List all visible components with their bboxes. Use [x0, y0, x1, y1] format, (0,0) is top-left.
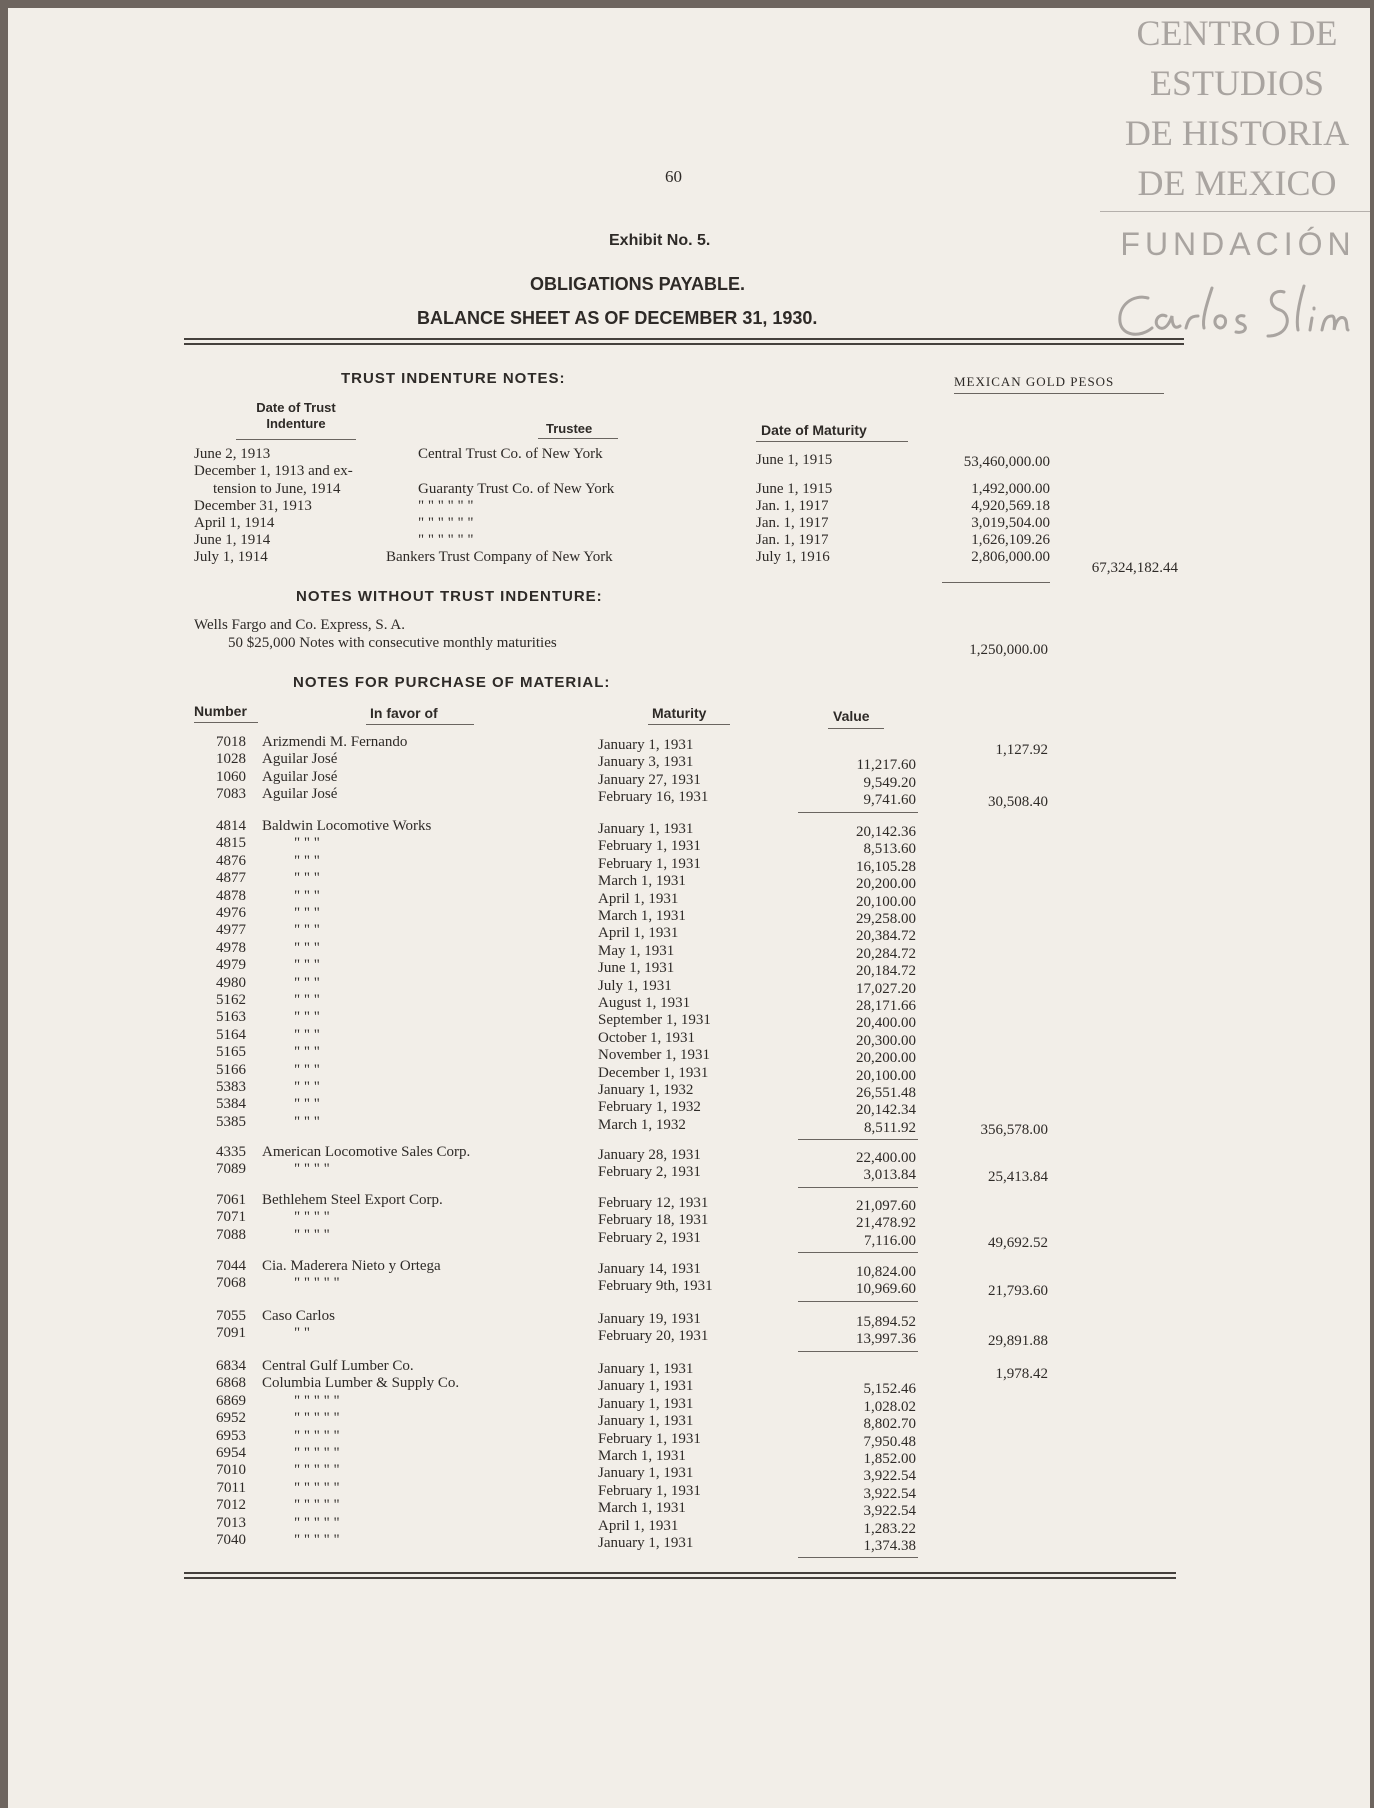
material-row-maturity: January 1, 1931 [598, 737, 694, 753]
trust-row-date: tension to June, 1914 [213, 481, 341, 497]
material-row-value: 1,028.02 [863, 1399, 916, 1415]
material-row-number: 1060 [216, 769, 246, 785]
trust-row-amount: 1,492,000.00 [971, 481, 1050, 497]
group-subtotal-rule [798, 1187, 918, 1188]
material-row-favor: " " " [294, 888, 320, 904]
material-row-number: 7010 [216, 1462, 246, 1478]
trust-row-date: July 1, 1914 [194, 549, 268, 565]
col-date-line: Indenture [266, 416, 326, 431]
material-row-number: 6953 [216, 1428, 246, 1444]
material-row-value: 20,400.00 [856, 1015, 916, 1031]
material-row-maturity: February 1, 1931 [598, 838, 701, 854]
material-row-favor: " " " [294, 1044, 320, 1060]
material-row-maturity: February 1, 1931 [598, 1483, 701, 1499]
material-row-favor: " " " [294, 905, 320, 921]
material-row-maturity: January 1, 1931 [598, 1465, 694, 1481]
col-date-line: Date of Trust [256, 400, 336, 415]
material-row-number: 7091 [216, 1325, 246, 1341]
material-row-maturity: February 20, 1931 [598, 1328, 709, 1344]
material-row-number: 4814 [216, 818, 246, 834]
material-row-favor: " " " [294, 975, 320, 991]
material-row-maturity: March 1, 1931 [598, 908, 686, 924]
material-row-maturity: January 27, 1931 [598, 772, 701, 788]
material-row-value: 21,097.60 [856, 1198, 916, 1214]
material-row-value: 20,142.36 [856, 824, 916, 840]
without-heading: NOTES WITHOUT TRUST INDENTURE: [296, 588, 603, 605]
trust-row-amount: 2,806,000.00 [971, 549, 1050, 565]
material-row-maturity: February 2, 1931 [598, 1230, 701, 1246]
material-row-favor: " " " [294, 922, 320, 938]
material-row-maturity: February 1, 1932 [598, 1099, 701, 1115]
material-row-total: 1,127.92 [995, 742, 1048, 758]
col-number: Number [194, 703, 247, 719]
material-row-number: 7018 [216, 734, 246, 750]
material-row-number: 4877 [216, 870, 246, 886]
watermark-line: CENTRO DE [1136, 13, 1338, 53]
material-row-favor: Bethlehem Steel Export Corp. [262, 1192, 443, 1208]
material-row-favor: Central Gulf Lumber Co. [262, 1358, 414, 1374]
material-row-maturity: April 1, 1931 [598, 1518, 679, 1534]
material-row-maturity: March 1, 1932 [598, 1117, 686, 1133]
material-row-value: 3,922.54 [863, 1503, 916, 1519]
group-subtotal-rule [798, 1557, 918, 1558]
trust-row-maturity: Jan. 1, 1917 [756, 515, 829, 531]
currency-underline [954, 393, 1164, 394]
material-row-number: 7055 [216, 1308, 246, 1324]
material-row-favor: " " " " " [294, 1410, 340, 1426]
material-row-value: 20,100.00 [856, 894, 916, 910]
material-row-number: 6868 [216, 1375, 246, 1391]
material-row-value: 11,217.60 [856, 757, 916, 773]
material-row-maturity: January 19, 1931 [598, 1311, 701, 1327]
material-row-value: 8,802.70 [863, 1416, 916, 1432]
trust-row-trustee: " " " " " " [418, 498, 474, 514]
material-row-number: 4815 [216, 835, 246, 851]
trust-row-maturity: June 1, 1915 [756, 481, 833, 497]
material-row-maturity: January 14, 1931 [598, 1261, 701, 1277]
trust-row-date: April 1, 1914 [194, 515, 275, 531]
trust-row-trustee: " " " " " " [418, 515, 474, 531]
material-row-value: 10,969.60 [856, 1281, 916, 1297]
trust-row-amount: 4,920,569.18 [971, 498, 1050, 514]
material-row-value: 10,824.00 [856, 1264, 916, 1280]
material-row-favor: " " " " [294, 1209, 330, 1225]
material-row-value: 8,511.92 [864, 1120, 916, 1136]
footer-rule [184, 1572, 1176, 1579]
material-row-number: 1028 [216, 751, 246, 767]
material-row-value: 22,400.00 [856, 1150, 916, 1166]
trust-row-maturity: Jan. 1, 1917 [756, 532, 829, 548]
col-value: Value [833, 708, 870, 724]
material-row-value: 17,027.20 [856, 981, 916, 997]
material-row-maturity: January 3, 1931 [598, 754, 694, 770]
material-row-number: 6834 [216, 1358, 246, 1374]
material-row-total: 49,692.52 [988, 1235, 1048, 1251]
material-row-favor: American Locomotive Sales Corp. [262, 1144, 471, 1160]
trust-row-maturity: June 1, 1915 [756, 452, 833, 468]
trust-total: 67,324,182.44 [1091, 560, 1178, 576]
material-row-number: 7040 [216, 1532, 246, 1548]
material-row-maturity: January 1, 1931 [598, 1361, 694, 1377]
material-row-maturity: October 1, 1931 [598, 1030, 696, 1046]
material-row-number: 5162 [216, 992, 246, 1008]
material-row-maturity: March 1, 1931 [598, 1500, 686, 1516]
material-row-favor: " " " [294, 1096, 320, 1112]
material-row-number: 5385 [216, 1114, 246, 1130]
header-rule [184, 338, 1184, 345]
col-trustee: Trustee [546, 421, 593, 436]
material-row-number: 5164 [216, 1027, 246, 1043]
material-row-favor: Columbia Lumber & Supply Co. [262, 1375, 460, 1391]
material-row-favor: " " " " " [294, 1445, 340, 1461]
trust-heading: TRUST INDENTURE NOTES: [341, 370, 566, 387]
col-number-underline [194, 722, 258, 723]
material-row-total: 356,578.00 [980, 1122, 1048, 1138]
material-row-total: 25,413.84 [988, 1169, 1048, 1185]
material-row-value: 8,513.60 [863, 841, 916, 857]
material-row-favor: Aguilar José [262, 769, 338, 785]
trust-row-trustee: Bankers Trust Company of New York [386, 549, 613, 565]
material-row-number: 4876 [216, 853, 246, 869]
material-row-maturity: February 1, 1931 [598, 1431, 701, 1447]
material-row-maturity: January 1, 1931 [598, 1378, 694, 1394]
document-subtitle: BALANCE SHEET AS OF DECEMBER 31, 1930. [417, 308, 818, 328]
group-subtotal-rule [798, 812, 918, 813]
watermark-line: ESTUDIOS [1149, 63, 1324, 103]
material-row-favor: " " " [294, 992, 320, 1008]
material-row-value: 21,478.92 [856, 1215, 916, 1231]
watermark-line: DE MEXICO [1137, 163, 1337, 203]
material-row-value: 9,549.20 [863, 775, 916, 791]
material-row-number: 7012 [216, 1497, 246, 1513]
trust-row-date: June 1, 1914 [194, 532, 271, 548]
purchase-heading: NOTES FOR PURCHASE OF MATERIAL: [293, 674, 611, 691]
material-row-value: 15,894.52 [856, 1314, 916, 1330]
col-trustee-underline [538, 438, 618, 439]
watermark [1106, 8, 1368, 208]
material-row-favor: " " " [294, 870, 320, 886]
watermark-line: DE HISTORIA [1124, 113, 1350, 153]
material-row-favor: " " " [294, 835, 320, 851]
material-row-maturity: February 18, 1931 [598, 1212, 709, 1228]
material-row-maturity: January 1, 1931 [598, 1396, 694, 1412]
material-row-value: 20,200.00 [856, 876, 916, 892]
material-row-favor: Arizmendi M. Fernando [262, 734, 408, 750]
material-row-maturity: March 1, 1931 [598, 1448, 686, 1464]
material-row-maturity: December 1, 1931 [598, 1065, 709, 1081]
trust-row-trustee: Central Trust Co. of New York [418, 446, 603, 462]
material-row-favor: " " " " " [294, 1393, 340, 1409]
material-row-value: 3,013.84 [863, 1167, 916, 1183]
material-row-number: 5384 [216, 1096, 246, 1112]
material-row-maturity: May 1, 1931 [598, 943, 675, 959]
material-row-value: 7,116.00 [864, 1233, 916, 1249]
material-row-value: 20,200.00 [856, 1050, 916, 1066]
material-row-favor: Caso Carlos [262, 1308, 335, 1324]
material-row-value: 26,551.48 [856, 1085, 916, 1101]
material-row-favor: Baldwin Locomotive Works [262, 818, 432, 834]
material-row-maturity: September 1, 1931 [598, 1012, 711, 1028]
material-row-maturity: April 1, 1931 [598, 925, 679, 941]
without-amount: 1,250,000.00 [969, 642, 1048, 658]
material-row-number: 7071 [216, 1209, 246, 1225]
material-row-favor: " " " " " [294, 1497, 340, 1513]
col-maturity-purchase-underline [648, 724, 730, 725]
trust-row-date: June 2, 1913 [194, 446, 271, 462]
material-row-maturity: January 1, 1932 [598, 1082, 694, 1098]
material-row-number: 4977 [216, 922, 246, 938]
material-row-number: 5383 [216, 1079, 246, 1095]
trust-row-trustee: " " " " " " [418, 532, 474, 548]
material-row-favor: " " " " " [294, 1462, 340, 1478]
material-row-maturity: July 1, 1931 [598, 978, 672, 994]
material-row-maturity: March 1, 1931 [598, 873, 686, 889]
material-row-favor: " " " " " [294, 1480, 340, 1496]
material-row-number: 4335 [216, 1144, 246, 1160]
material-row-number: 7011 [216, 1480, 246, 1496]
material-row-favor: " " [294, 1325, 310, 1341]
material-row-maturity: January 1, 1931 [598, 1535, 694, 1551]
material-row-number: 6954 [216, 1445, 246, 1461]
material-row-favor: " " " [294, 1009, 320, 1025]
col-maturity-underline [756, 441, 908, 442]
material-row-total: 30,508.40 [988, 794, 1048, 810]
material-row-value: 20,100.00 [856, 1068, 916, 1084]
group-subtotal-rule [798, 1351, 918, 1352]
material-row-favor: " " " " " [294, 1275, 340, 1291]
material-row-favor: " " " [294, 1062, 320, 1078]
material-row-number: 4976 [216, 905, 246, 921]
material-row-number: 7083 [216, 786, 246, 802]
material-row-maturity: February 2, 1931 [598, 1164, 701, 1180]
material-row-value: 3,922.54 [863, 1468, 916, 1484]
material-row-maturity: January 1, 1931 [598, 1413, 694, 1429]
material-row-number: 5163 [216, 1009, 246, 1025]
material-row-value: 20,184.72 [856, 963, 916, 979]
col-favor-underline [366, 724, 474, 725]
material-row-favor: " " " [294, 940, 320, 956]
material-row-total: 1,978.42 [995, 1366, 1048, 1382]
material-row-number: 7088 [216, 1227, 246, 1243]
trust-row-amount: 53,460,000.00 [963, 454, 1050, 470]
col-favor: In favor of [370, 705, 438, 721]
material-row-maturity: January 28, 1931 [598, 1147, 701, 1163]
trust-row-maturity: Jan. 1, 1917 [756, 498, 829, 514]
material-row-favor: Cia. Maderera Nieto y Ortega [262, 1258, 441, 1274]
trust-subtotal-rule [942, 582, 1050, 583]
watermark-divider [1100, 211, 1370, 212]
material-row-number: 6952 [216, 1410, 246, 1426]
col-maturity: Date of Maturity [761, 422, 867, 438]
material-row-value: 16,105.28 [856, 859, 916, 875]
trust-row-amount: 3,019,504.00 [971, 515, 1050, 531]
material-row-value: 20,384.72 [856, 928, 916, 944]
material-row-number: 7089 [216, 1161, 246, 1177]
material-row-favor: " " " [294, 853, 320, 869]
without-line1: Wells Fargo and Co. Express, S. A. [194, 617, 406, 633]
material-row-maturity: January 1, 1931 [598, 821, 694, 837]
group-subtotal-rule [798, 1252, 918, 1253]
col-date-underline [236, 439, 356, 440]
col-value-underline [828, 728, 884, 729]
material-row-total: 21,793.60 [988, 1283, 1048, 1299]
material-row-maturity: February 12, 1931 [598, 1195, 709, 1211]
material-row-value: 1,374.38 [863, 1538, 916, 1554]
material-row-favor: " " " [294, 957, 320, 973]
page-number: 60 [665, 167, 682, 186]
material-row-number: 6869 [216, 1393, 246, 1409]
material-row-favor: " " " " " [294, 1515, 340, 1531]
material-row-favor: " " " [294, 1027, 320, 1043]
col-date-indenture [226, 400, 366, 432]
material-row-number: 4978 [216, 940, 246, 956]
material-row-favor: Aguilar José [262, 786, 338, 802]
material-row-value: 9,741.60 [863, 792, 916, 808]
material-row-maturity: February 16, 1931 [598, 789, 709, 805]
trust-row-date: December 1, 1913 and ex- [194, 463, 353, 479]
material-row-maturity: August 1, 1931 [598, 995, 691, 1011]
exhibit-label: Exhibit No. 5. [609, 232, 711, 249]
material-row-value: 28,171.66 [856, 998, 916, 1014]
trust-row-maturity: July 1, 1916 [756, 549, 830, 565]
material-row-maturity: April 1, 1931 [598, 891, 679, 907]
material-row-number: 7044 [216, 1258, 246, 1274]
group-subtotal-rule [798, 1301, 918, 1302]
material-row-value: 1,283.22 [863, 1521, 916, 1537]
material-row-favor: " " " [294, 1114, 320, 1130]
material-row-number: 5165 [216, 1044, 246, 1060]
material-row-favor: " " " " [294, 1227, 330, 1243]
material-row-favor: Aguilar José [262, 751, 338, 767]
material-row-number: 7061 [216, 1192, 246, 1208]
currency-label: MEXICAN GOLD PESOS [954, 374, 1115, 389]
material-row-total: 29,891.88 [988, 1333, 1048, 1349]
material-row-number: 4878 [216, 888, 246, 904]
material-row-maturity: February 9th, 1931 [598, 1278, 713, 1294]
material-row-favor: " " " " " [294, 1532, 340, 1548]
material-row-number: 7013 [216, 1515, 246, 1531]
col-maturity-purchase: Maturity [652, 705, 707, 721]
material-row-value: 13,997.36 [856, 1331, 916, 1347]
material-row-value: 20,300.00 [856, 1033, 916, 1049]
material-row-value: 3,922.54 [863, 1486, 916, 1502]
material-row-maturity: February 1, 1931 [598, 856, 701, 872]
trust-row-date: December 31, 1913 [194, 498, 312, 514]
material-row-value: 1,852.00 [863, 1451, 916, 1467]
document-title: OBLIGATIONS PAYABLE. [530, 274, 746, 294]
material-row-favor: " " " [294, 1079, 320, 1095]
document-page [8, 8, 1370, 1808]
material-row-number: 4980 [216, 975, 246, 991]
material-row-favor: " " " " [294, 1161, 330, 1177]
material-row-value: 7,950.48 [863, 1434, 916, 1450]
material-row-value: 20,142.34 [856, 1102, 916, 1118]
material-row-value: 5,152.46 [863, 1381, 916, 1397]
material-row-value: 29,258.00 [856, 911, 916, 927]
without-line2: 50 $25,000 Notes with consecutive monthly maturities [228, 635, 557, 651]
material-row-maturity: June 1, 1931 [598, 960, 675, 976]
material-row-value: 20,284.72 [856, 946, 916, 962]
material-row-favor: " " " " " [294, 1428, 340, 1444]
watermark-fundacion: FUNDACIÓN [1120, 226, 1356, 262]
material-row-number: 4979 [216, 957, 246, 973]
material-row-number: 7068 [216, 1275, 246, 1291]
material-row-number: 5166 [216, 1062, 246, 1078]
trust-row-amount: 1,626,109.26 [971, 532, 1050, 548]
group-subtotal-rule [798, 1139, 918, 1140]
trust-row-trustee: Guaranty Trust Co. of New York [418, 481, 615, 497]
material-row-maturity: November 1, 1931 [598, 1047, 711, 1063]
